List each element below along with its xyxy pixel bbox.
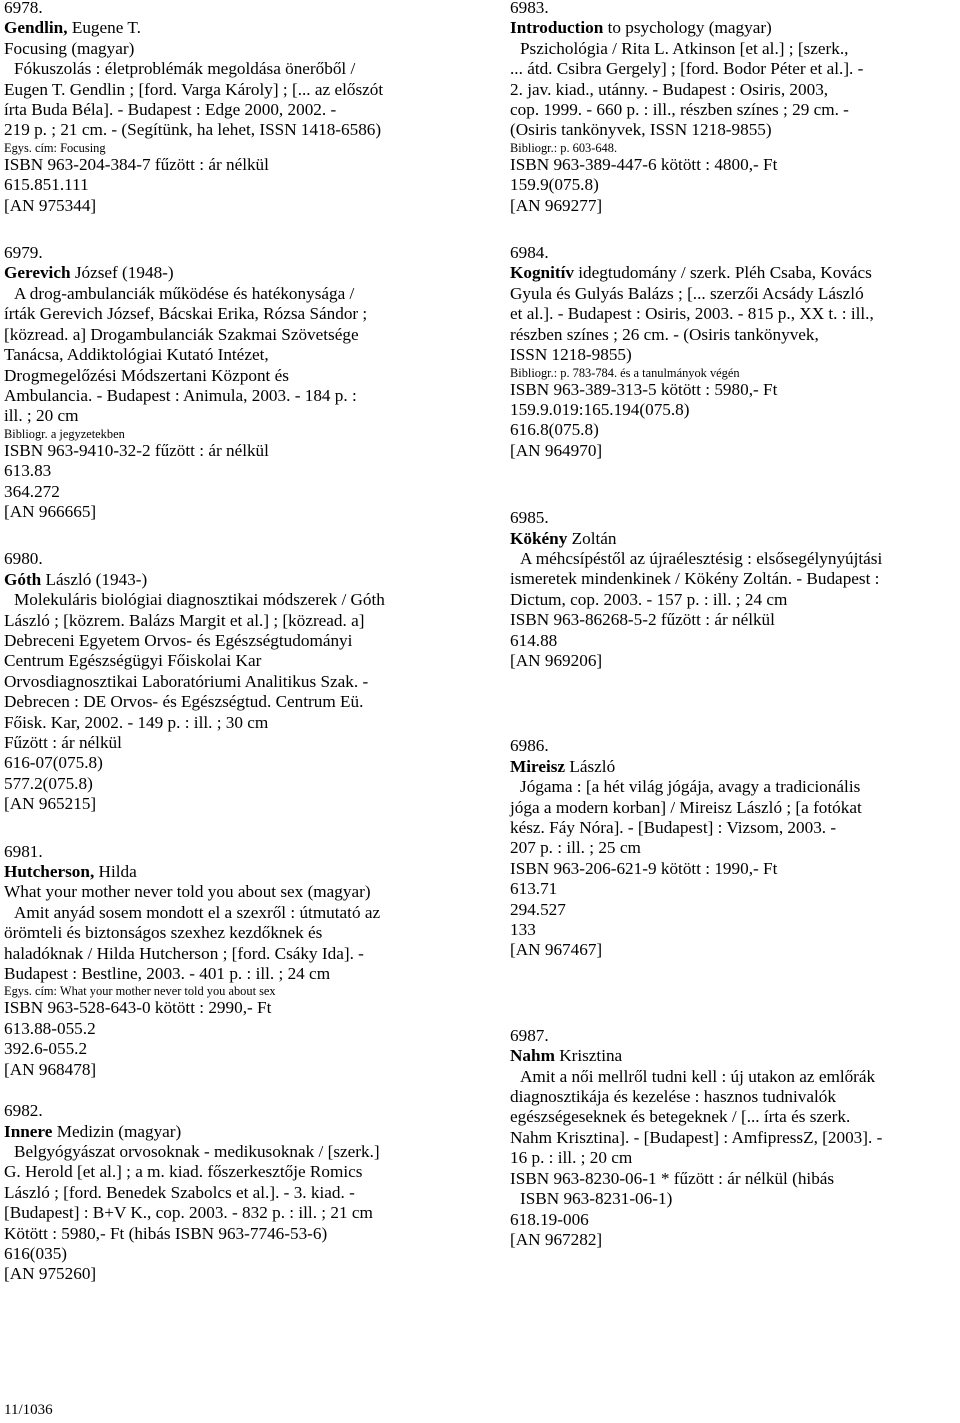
right-column: [510, 0, 958, 1250]
entry-line: 616-07(075.8): [4, 753, 103, 773]
entry-line: [4, 18, 466, 38]
entry-line: [AN 967282]: [510, 1229, 603, 1249]
entry-line: ISBN 963-528-643-0 kötött : 2990,- Ft: [4, 998, 272, 1018]
entry-line: ISBN 963-9410-32-2 fűzött : ár nélkül: [4, 440, 269, 460]
entry-line: Amit a női mellről tudni kell : új utakon az emlőrák: [520, 1066, 876, 1086]
entry-line: Centrum Egészségügyi Főiskolai Kar: [4, 651, 262, 671]
catalog-entry: [4, 842, 466, 1080]
entry-line: László ; [közrem. Balázs Margit et al.] ; [közread. a]: [4, 610, 365, 630]
entry-line: ill. ; 20 cm: [4, 406, 79, 426]
entry-line: 219 p. ; 21 cm. - (Segítünk, ha lehet, ISSN 1418-6586): [4, 120, 382, 140]
entry-line: [AN 966665]: [4, 501, 97, 521]
entry-line: [510, 757, 958, 777]
entry-line: 392.6-055.2: [4, 1039, 88, 1059]
entry-number: 6981.: [4, 841, 43, 861]
entry-line: (Osiris tankönyvek, ISSN 1218-9855): [510, 120, 772, 140]
entry-line: 133: [510, 920, 536, 940]
entry-line: ismeretek mindenkinek / Kökény Zoltán. - Budapest :: [510, 569, 880, 589]
entry-line: [510, 263, 958, 283]
entry-line: Gyula és Gulyás Balázs ; [... szerzői Acsády László: [510, 283, 864, 303]
entry-heading: Introduction: [510, 18, 604, 38]
entry-number: 6985.: [510, 508, 549, 528]
entry-line: 616(035): [4, 1243, 68, 1263]
entry-line: 2. jav. kiad., utánny. - Budapest : Osiris, 2003,: [510, 79, 829, 99]
entry-line: ISBN 963-8231-06-1): [520, 1189, 673, 1209]
entry-line: írták Gerevich József, Bácskai Erika, Rózsa Sándor ;: [4, 304, 368, 324]
entry-line: 613.88-055.2: [4, 1018, 96, 1038]
entry-line: egészségeseknek és betegeknek / [... írta és szerk.: [510, 1107, 851, 1127]
entry-line: ISBN 963-389-313-5 kötött : 5980,- Ft: [510, 379, 778, 399]
entry-line: [510, 18, 958, 38]
catalog-entry: [510, 508, 958, 671]
entry-line: Amit anyád sosem mondott el a szexről : útmutató az: [14, 902, 381, 922]
entry-note: Bibliogr.: p. 603-648.: [510, 140, 618, 155]
entry-line: [AN 965215]: [4, 794, 97, 814]
entry-line: [4, 862, 466, 882]
entry-line: [4, 263, 466, 283]
catalog-entry: [4, 0, 466, 216]
entry-line: Focusing (magyar): [4, 38, 135, 58]
entry-number: 6987.: [510, 1025, 549, 1045]
entry-heading-rest: József (1948-): [70, 263, 174, 283]
catalog-entry: [4, 243, 466, 522]
entry-line: 294.527: [510, 899, 566, 919]
entry-line: Pszichológia / Rita L. Atkinson [et al.] ; [szerk.,: [520, 38, 849, 58]
entry-line: 618.19-006: [510, 1209, 589, 1229]
entry-heading: Hutcherson,: [4, 862, 95, 882]
catalog-entry: [4, 549, 466, 814]
entry-line: 16 p. : ill. ; 20 cm: [510, 1148, 633, 1168]
entry-line: [AN 967467]: [510, 940, 603, 960]
entry-line: haladóknak / Hilda Hutcherson ; [ford. Csáky Ida]. -: [4, 943, 364, 963]
entry-number: 6979.: [4, 243, 43, 263]
page-footer: 11/1036: [4, 1402, 53, 1418]
entry-line: ISBN 963-8230-06-1 * fűzött : ár nélkül (hibás: [510, 1168, 835, 1188]
catalog-entry: [4, 1101, 466, 1285]
entry-number: 6978.: [4, 0, 43, 17]
entry-heading-rest: to psychology (magyar): [603, 18, 772, 38]
entry-line: 613.83: [4, 461, 52, 481]
entry-line: [4, 1122, 466, 1142]
entry-line: Fűzött : ár nélkül: [4, 733, 122, 752]
entry-line: 577.2(075.8): [4, 773, 93, 793]
entry-line: What your mother never told you about sex (magyar): [4, 882, 371, 902]
entry-heading-rest: Krisztina: [554, 1046, 623, 1066]
catalog-entry: [510, 1026, 958, 1250]
entry-heading-rest: Zoltán: [567, 528, 617, 548]
entry-line: kész. Fáy Nóra]. - [Budapest] : Vizsom, 2003. -: [510, 818, 837, 837]
entry-note: Egys. cím: Focusing: [4, 140, 106, 155]
entry-line: [AN 975260]: [4, 1264, 97, 1284]
entry-heading-rest: Medizin (magyar): [52, 1121, 182, 1141]
catalog-entry: [510, 736, 958, 960]
entry-heading: Kökény: [510, 528, 568, 548]
entry-line: 613.71: [510, 879, 558, 899]
left-column: [4, 0, 466, 1285]
entry-line: Dictum, cop. 2003. - 157 p. : ill. ; 24 cm: [510, 589, 788, 609]
entry-line: Debreceni Egyetem Orvos- és Egészségtudományi: [4, 630, 353, 650]
entry-line: A méhcsípéstől az újraélesztésig : elsősegélynyújtási: [520, 548, 883, 568]
entry-number: 6984.: [510, 243, 549, 263]
entry-line: Orvosdiagnosztikai Laboratóriumi Analitikus Szak. -: [4, 671, 369, 691]
entry-line: [510, 1046, 958, 1066]
entry-line: 616.8(075.8): [510, 420, 599, 440]
entry-line: 207 p. : ill. ; 25 cm: [510, 838, 641, 858]
entry-heading-rest: Eugene T.: [67, 18, 141, 38]
entry-line: [AN 969277]: [510, 195, 603, 215]
catalog-entry: [510, 243, 958, 461]
entry-line: Főisk. Kar, 2002. - 149 p. : ill. ; 30 cm: [4, 712, 269, 732]
entry-note: Egys. cím: What your mother never told you about sex: [4, 984, 276, 999]
entry-note: Bibliogr.: p. 783-784. és a tanulmányok végén: [510, 365, 740, 380]
entry-line: [AN 968478]: [4, 1059, 97, 1079]
entry-line: örömteli és biztonságos szexhez kezdőknek és: [4, 923, 323, 943]
entry-line: részben színes ; 26 cm. - (Osiris tankönyvek,: [510, 324, 819, 344]
entry-line: G. Herold [et al.] ; a m. kiad. főszerkesztője Romics: [4, 1162, 363, 1182]
entry-line: [4, 570, 466, 590]
entry-number: 6982.: [4, 1101, 43, 1121]
entry-line: ISBN 963-86268-5-2 fűzött : ár nélkül: [510, 610, 775, 630]
entry-line: Budapest : Bestline, 2003. - 401 p. : ill. ; 24 cm: [4, 964, 331, 984]
entry-line: ISBN 963-206-621-9 kötött : 1990,- Ft: [510, 858, 778, 878]
entry-heading: Gerevich: [4, 263, 71, 283]
entry-heading: Mireisz: [510, 756, 566, 776]
catalog-entry: [510, 0, 958, 216]
entry-line: Eugen T. Gendlin ; [ford. Varga Károly] ; [... az előszót: [4, 79, 384, 99]
entry-line: ISBN 963-204-384-7 fűzött : ár nélkül: [4, 154, 269, 174]
entry-line: [közread. a] Drogambulanciák Szakmai Szövetsége: [4, 324, 359, 344]
entry-heading-rest: László: [565, 756, 616, 776]
entry-note: Bibliogr. a jegyzetekben: [4, 426, 125, 441]
entry-number: 6983.: [510, 0, 549, 17]
entry-line: ISBN 963-389-447-6 kötött : 4800,- Ft: [510, 154, 778, 174]
entry-number: 6986.: [510, 736, 549, 756]
entry-heading: Nahm: [510, 1046, 555, 1066]
entry-line: 159.9.019:165.194(075.8): [510, 399, 690, 419]
entry-heading: Góth: [4, 569, 42, 589]
entry-line: László ; [ford. Benedek Szabolcs et al.]. - 3. kiad. -: [4, 1182, 355, 1202]
entry-line: Belgyógyászat orvosoknak - medikusoknak / [szerk.]: [14, 1141, 380, 1161]
entry-heading-rest: László (1943-): [41, 569, 148, 589]
entry-line: [Budapest] : B+V K., cop. 2003. - 832 p. : ill. ; 21 cm: [4, 1203, 373, 1223]
entry-line: ISSN 1218-9855): [510, 345, 632, 365]
entry-line: diagnosztikája és kezelése : hasznos tudnivalók: [510, 1087, 836, 1107]
entry-line: 159.9(075.8): [510, 175, 599, 195]
entry-line: Drogmegelőzési Módszertani Központ és: [4, 365, 289, 385]
entry-line: Tanácsa, Addiktológiai Kutató Intézet,: [4, 345, 269, 365]
entry-line: et al.]. - Budapest : Osiris, 2003. - 815 p., XX t. : ill.,: [510, 304, 874, 324]
entry-line: cop. 1999. - 660 p. : ill., részben színes ; 29 cm. -: [510, 100, 849, 120]
entry-line: [AN 975344]: [4, 195, 97, 215]
entry-line: Fókuszolás : életproblémák megoldása önerőből /: [14, 59, 356, 79]
entry-line: A drog-ambulanciák működése és hatékonysága /: [14, 283, 355, 303]
entry-line: Jógama : [a hét világ jógája, avagy a tradicionális: [520, 777, 861, 797]
entry-line: jóga a modern korban] / Mireisz László ; [a fotókat: [510, 797, 862, 817]
entry-heading: Innere: [4, 1121, 53, 1141]
entry-heading: Kognitív: [510, 263, 574, 283]
entry-line: [AN 969206]: [510, 650, 603, 670]
entry-line: 615.851.111: [4, 175, 89, 195]
entry-line: Debrecen : DE Orvos- és Egészségtud. Centrum Eü.: [4, 692, 364, 712]
entry-line: 614.88: [510, 630, 558, 650]
entry-line: 364.272: [4, 481, 60, 501]
entry-heading-rest: idegtudomány / szerk. Pléh Csaba, Kovács: [573, 263, 872, 283]
entry-line: ... átd. Csibra Gergely] ; [ford. Bodor Péter et al.]. -: [510, 59, 864, 79]
entry-line: Kötött : 5980,- Ft (hibás ISBN 963-7746-53-6): [4, 1223, 328, 1243]
entry-line: Ambulancia. - Budapest : Animula, 2003. - 184 p. :: [4, 385, 357, 405]
entry-line: Molekuláris biológiai diagnosztikai módszerek / Góth: [14, 590, 385, 610]
entry-line: Nahm Krisztina]. - [Budapest] : AmfipressZ, [2003]. -: [510, 1127, 883, 1147]
entry-number: 6980.: [4, 549, 43, 569]
entry-heading: Gendlin,: [4, 18, 68, 38]
entry-line: [AN 964970]: [510, 440, 603, 460]
entry-line: [510, 529, 958, 549]
entry-line: írta Buda Béla]. - Budapest : Edge 2000, 2002. -: [4, 100, 337, 120]
entry-heading-rest: Hilda: [94, 862, 137, 882]
